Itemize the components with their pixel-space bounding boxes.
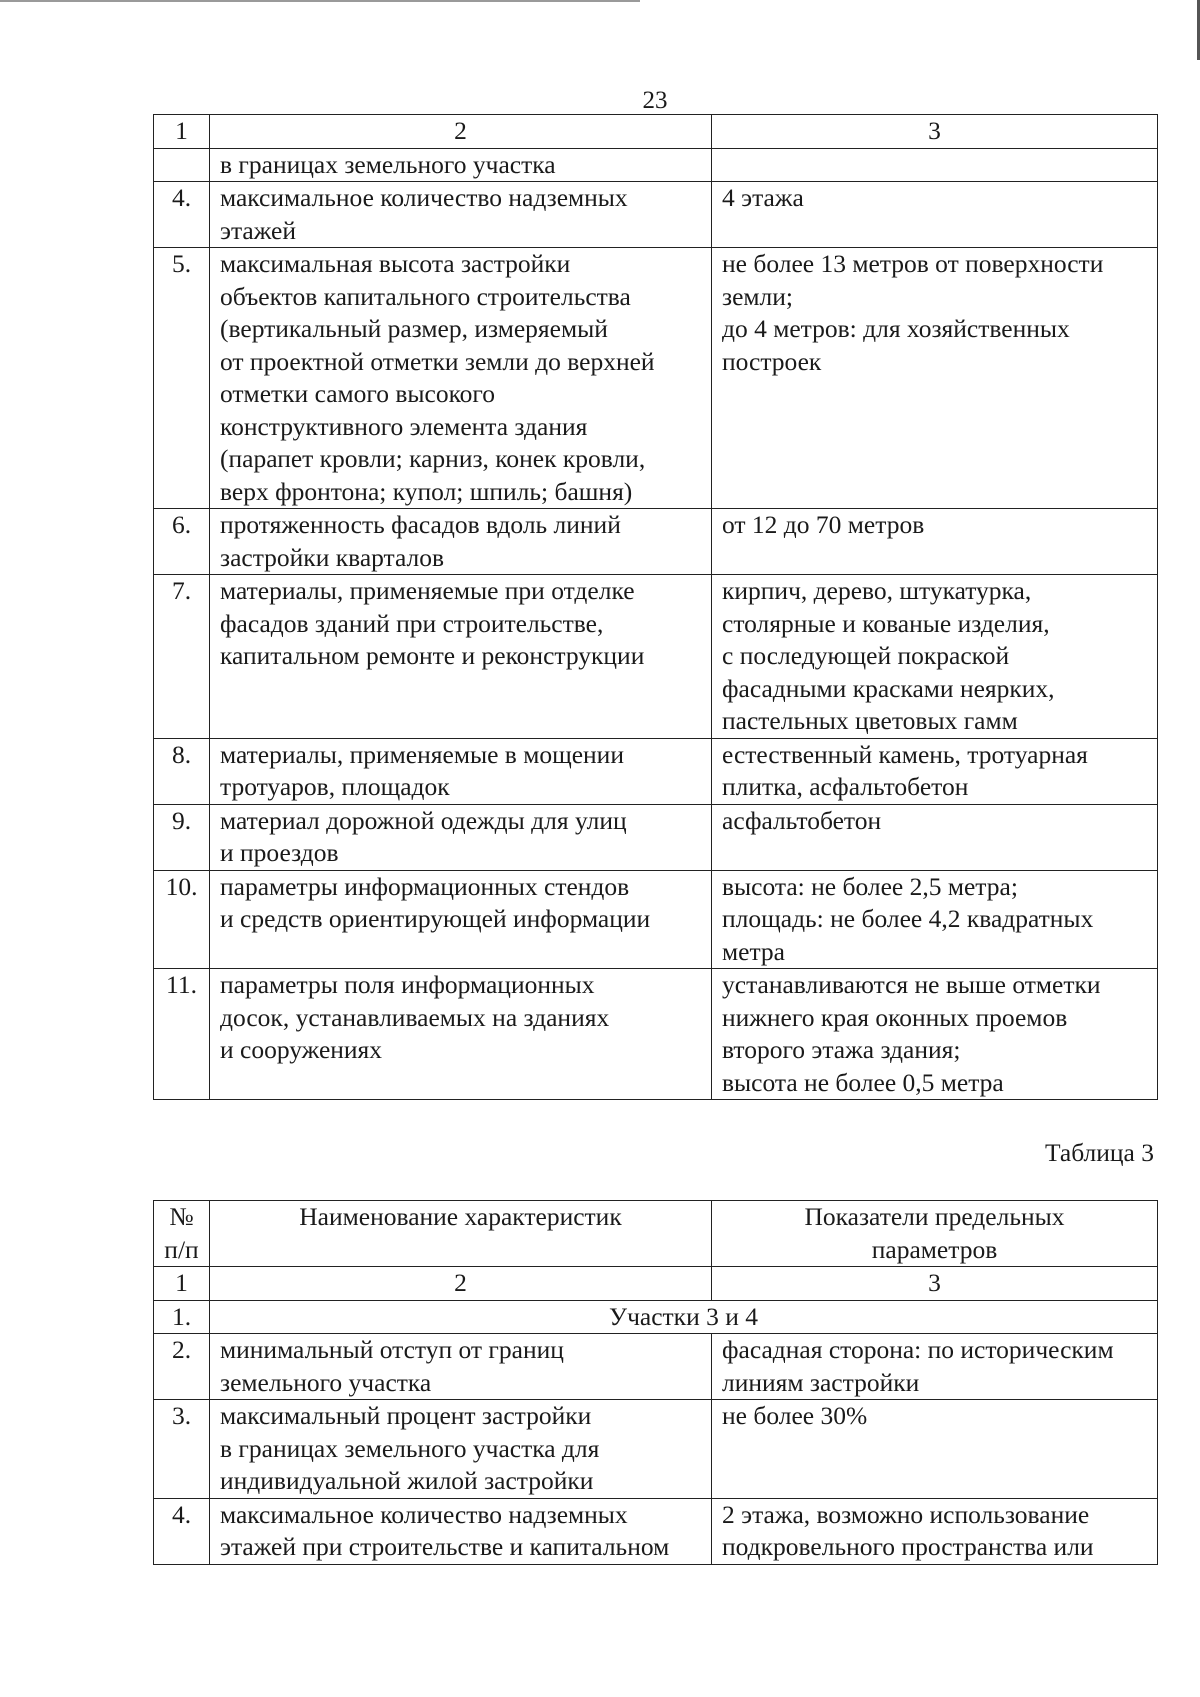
text-line: объектов капитального строительства	[220, 281, 631, 311]
row-number: 5.	[154, 248, 210, 509]
parameter-value	[712, 182, 1158, 248]
text-line: застройки кварталов	[220, 542, 445, 572]
column-number-3: 3	[712, 1267, 1158, 1301]
table-row	[154, 1498, 1158, 1564]
text-line: в границах земельного участка	[220, 149, 556, 179]
column-number-2: 2	[210, 115, 712, 149]
characteristic-name	[210, 969, 712, 1100]
text-line: земельного участка	[220, 1367, 432, 1397]
table-row	[154, 804, 1158, 870]
text-line: линиям застройки	[722, 1367, 920, 1397]
table-3-numbering-row	[154, 1267, 1158, 1301]
text-line: материалы, применяемые в мощении	[220, 739, 624, 769]
text-line: и средств ориентирующей информации	[220, 904, 651, 933]
row-number	[154, 148, 210, 182]
text-line: конструктивного элемента здания	[220, 411, 588, 441]
table-row	[154, 1400, 1158, 1499]
characteristic-name	[210, 182, 712, 248]
characteristic-name	[210, 248, 712, 509]
text-line: до 4 метров: для хозяйственных	[722, 314, 1070, 343]
parameter-value	[712, 1400, 1158, 1499]
characteristic-name	[210, 804, 712, 870]
parameter-value	[712, 148, 1158, 182]
text-line: 4 этажа	[722, 183, 804, 212]
text-line: 2 этажа, возможно использование	[722, 1499, 1090, 1529]
parameter-value	[712, 1498, 1158, 1564]
text-line: кирпич, дерево, штукатурка,	[722, 576, 1032, 605]
scan-edge-top	[0, 0, 640, 2]
text-line: минимальный отступ от границ	[220, 1335, 564, 1364]
row-number: 10.	[154, 870, 210, 969]
column-number-2: 2	[210, 1267, 712, 1301]
text-line: этажей при строительстве и капитальном	[220, 1532, 670, 1561]
text-line: с последующей покраской	[722, 641, 1010, 670]
text-line: фасадная сторона: по историческим	[722, 1335, 1114, 1364]
characteristic-name	[210, 575, 712, 739]
header-text-line: п/п	[164, 1234, 199, 1264]
text-line: не более 13 метров от поверхности	[722, 249, 1104, 278]
header-characteristic-name	[210, 1201, 712, 1267]
text-line: протяженность фасадов вдоль линий	[220, 510, 621, 539]
text-line: параметры информационных стендов	[220, 871, 630, 901]
parameter-value	[712, 969, 1158, 1100]
header-limit-values	[712, 1201, 1158, 1267]
table-row	[154, 182, 1158, 248]
text-line: отметки самого высокого	[220, 379, 496, 408]
text-line: капитальном ремонте и реконструкции	[220, 641, 645, 670]
table-row	[154, 148, 1158, 182]
row-number: 7.	[154, 575, 210, 739]
text-line: этажей	[220, 215, 296, 245]
text-line: высота: не более 2,5 метра;	[722, 871, 1018, 901]
text-line: площадь: не более 4,2 квадратных	[722, 904, 1094, 933]
text-line: досок, устанавливаемых на зданиях	[220, 1002, 610, 1032]
text-line: материал дорожной одежды для улиц	[220, 805, 627, 835]
row-number: 3.	[154, 1400, 210, 1499]
characteristic-name	[210, 1334, 712, 1400]
column-number-1: 1	[154, 115, 210, 149]
text-line: асфальтобетон	[722, 805, 882, 835]
text-line: земли;	[722, 281, 793, 311]
text-line: максимальный процент застройки	[220, 1401, 592, 1430]
text-line: устанавливаются не выше отметки	[722, 970, 1101, 999]
row-number: 11.	[154, 969, 210, 1100]
row-number: 9.	[154, 804, 210, 870]
text-line: максимальное количество надземных	[220, 183, 628, 212]
text-line: фасадными красками неярких,	[722, 673, 1055, 703]
table-row	[154, 870, 1158, 969]
parameter-value	[712, 738, 1158, 804]
table-3-body	[154, 1201, 1158, 1565]
row-number: 4.	[154, 182, 210, 248]
parameter-value	[712, 509, 1158, 575]
column-number-3: 3	[712, 115, 1158, 149]
characteristic-name	[210, 870, 712, 969]
parameter-value	[712, 870, 1158, 969]
table-caption: Таблица 3	[1044, 1138, 1154, 1167]
header-text-line: Показатели предельных	[804, 1202, 1065, 1231]
text-line: максимальное количество надземных	[220, 1499, 628, 1529]
text-line: и проездов	[220, 838, 339, 867]
text-line: построек	[722, 346, 822, 376]
text-line: тротуаров, площадок	[220, 772, 450, 801]
table-row	[154, 969, 1158, 1100]
table-row	[154, 248, 1158, 509]
characteristic-name	[210, 148, 712, 182]
text-line: плитка, асфальтобетон	[722, 772, 969, 801]
page-number: 23	[642, 87, 668, 114]
text-line: от проектной отметки земли до верхней	[220, 346, 655, 376]
parameter-value	[712, 804, 1158, 870]
text-line: материалы, применяемые при отделке	[220, 576, 635, 605]
text-line: нижнего края оконных проемов	[722, 1002, 1068, 1032]
section-label: Участки 3 и 4	[210, 1300, 1158, 1334]
header-text-line: №	[169, 1202, 194, 1231]
text-line: подкровельного пространства или	[722, 1532, 1094, 1561]
table-3	[153, 1200, 1158, 1565]
text-line: естественный камень, тротуарная	[722, 739, 1088, 769]
table-header-row	[154, 115, 1158, 149]
text-line: в границах земельного участка для	[220, 1433, 600, 1463]
table-3-header-row	[154, 1201, 1158, 1267]
parameter-value	[712, 1334, 1158, 1400]
characteristic-name	[210, 509, 712, 575]
text-line: верх фронтона; купол; шпиль; башня)	[220, 476, 633, 506]
header-row-number	[154, 1201, 210, 1267]
row-number: 6.	[154, 509, 210, 575]
parameter-value	[712, 248, 1158, 509]
text-line: индивидуальной жилой застройки	[220, 1466, 594, 1495]
text-line: пастельных цветовых гамм	[722, 706, 1018, 735]
characteristic-name	[210, 1400, 712, 1499]
text-line: (парапет кровли; карниз, конек кровли,	[220, 444, 646, 473]
header-text-line: параметров	[871, 1234, 998, 1264]
text-line: от 12 до 70 метров	[722, 510, 925, 539]
text-line: метра	[722, 936, 785, 966]
table-row	[154, 575, 1158, 739]
row-number: 8.	[154, 738, 210, 804]
table-row	[154, 1334, 1158, 1400]
text-line: максимальная высота застройки	[220, 249, 571, 278]
parameters-table-body	[154, 115, 1158, 1100]
section-number: 1.	[154, 1300, 210, 1334]
text-line: высота не более 0,5 метра	[722, 1067, 1004, 1097]
parameter-value	[712, 575, 1158, 739]
column-number-1: 1	[154, 1267, 210, 1301]
text-line: (вертикальный размер, измеряемый	[220, 314, 608, 343]
parameters-table-continued	[153, 114, 1158, 1100]
header-text-line: Наименование характеристик	[299, 1202, 622, 1231]
row-number: 4.	[154, 1498, 210, 1564]
characteristic-name	[210, 738, 712, 804]
text-line: не более 30%	[722, 1401, 868, 1430]
row-number: 2.	[154, 1334, 210, 1400]
text-line: столярные и кованые изделия,	[722, 608, 1050, 638]
table-row	[154, 509, 1158, 575]
text-line: и сооружениях	[220, 1035, 383, 1064]
table-row	[154, 738, 1158, 804]
section-row	[154, 1300, 1158, 1334]
text-line: параметры поля информационных	[220, 970, 595, 999]
text-line: фасадов зданий при строительстве,	[220, 608, 604, 638]
text-line: второго этажа здания;	[722, 1035, 961, 1064]
characteristic-name	[210, 1498, 712, 1564]
